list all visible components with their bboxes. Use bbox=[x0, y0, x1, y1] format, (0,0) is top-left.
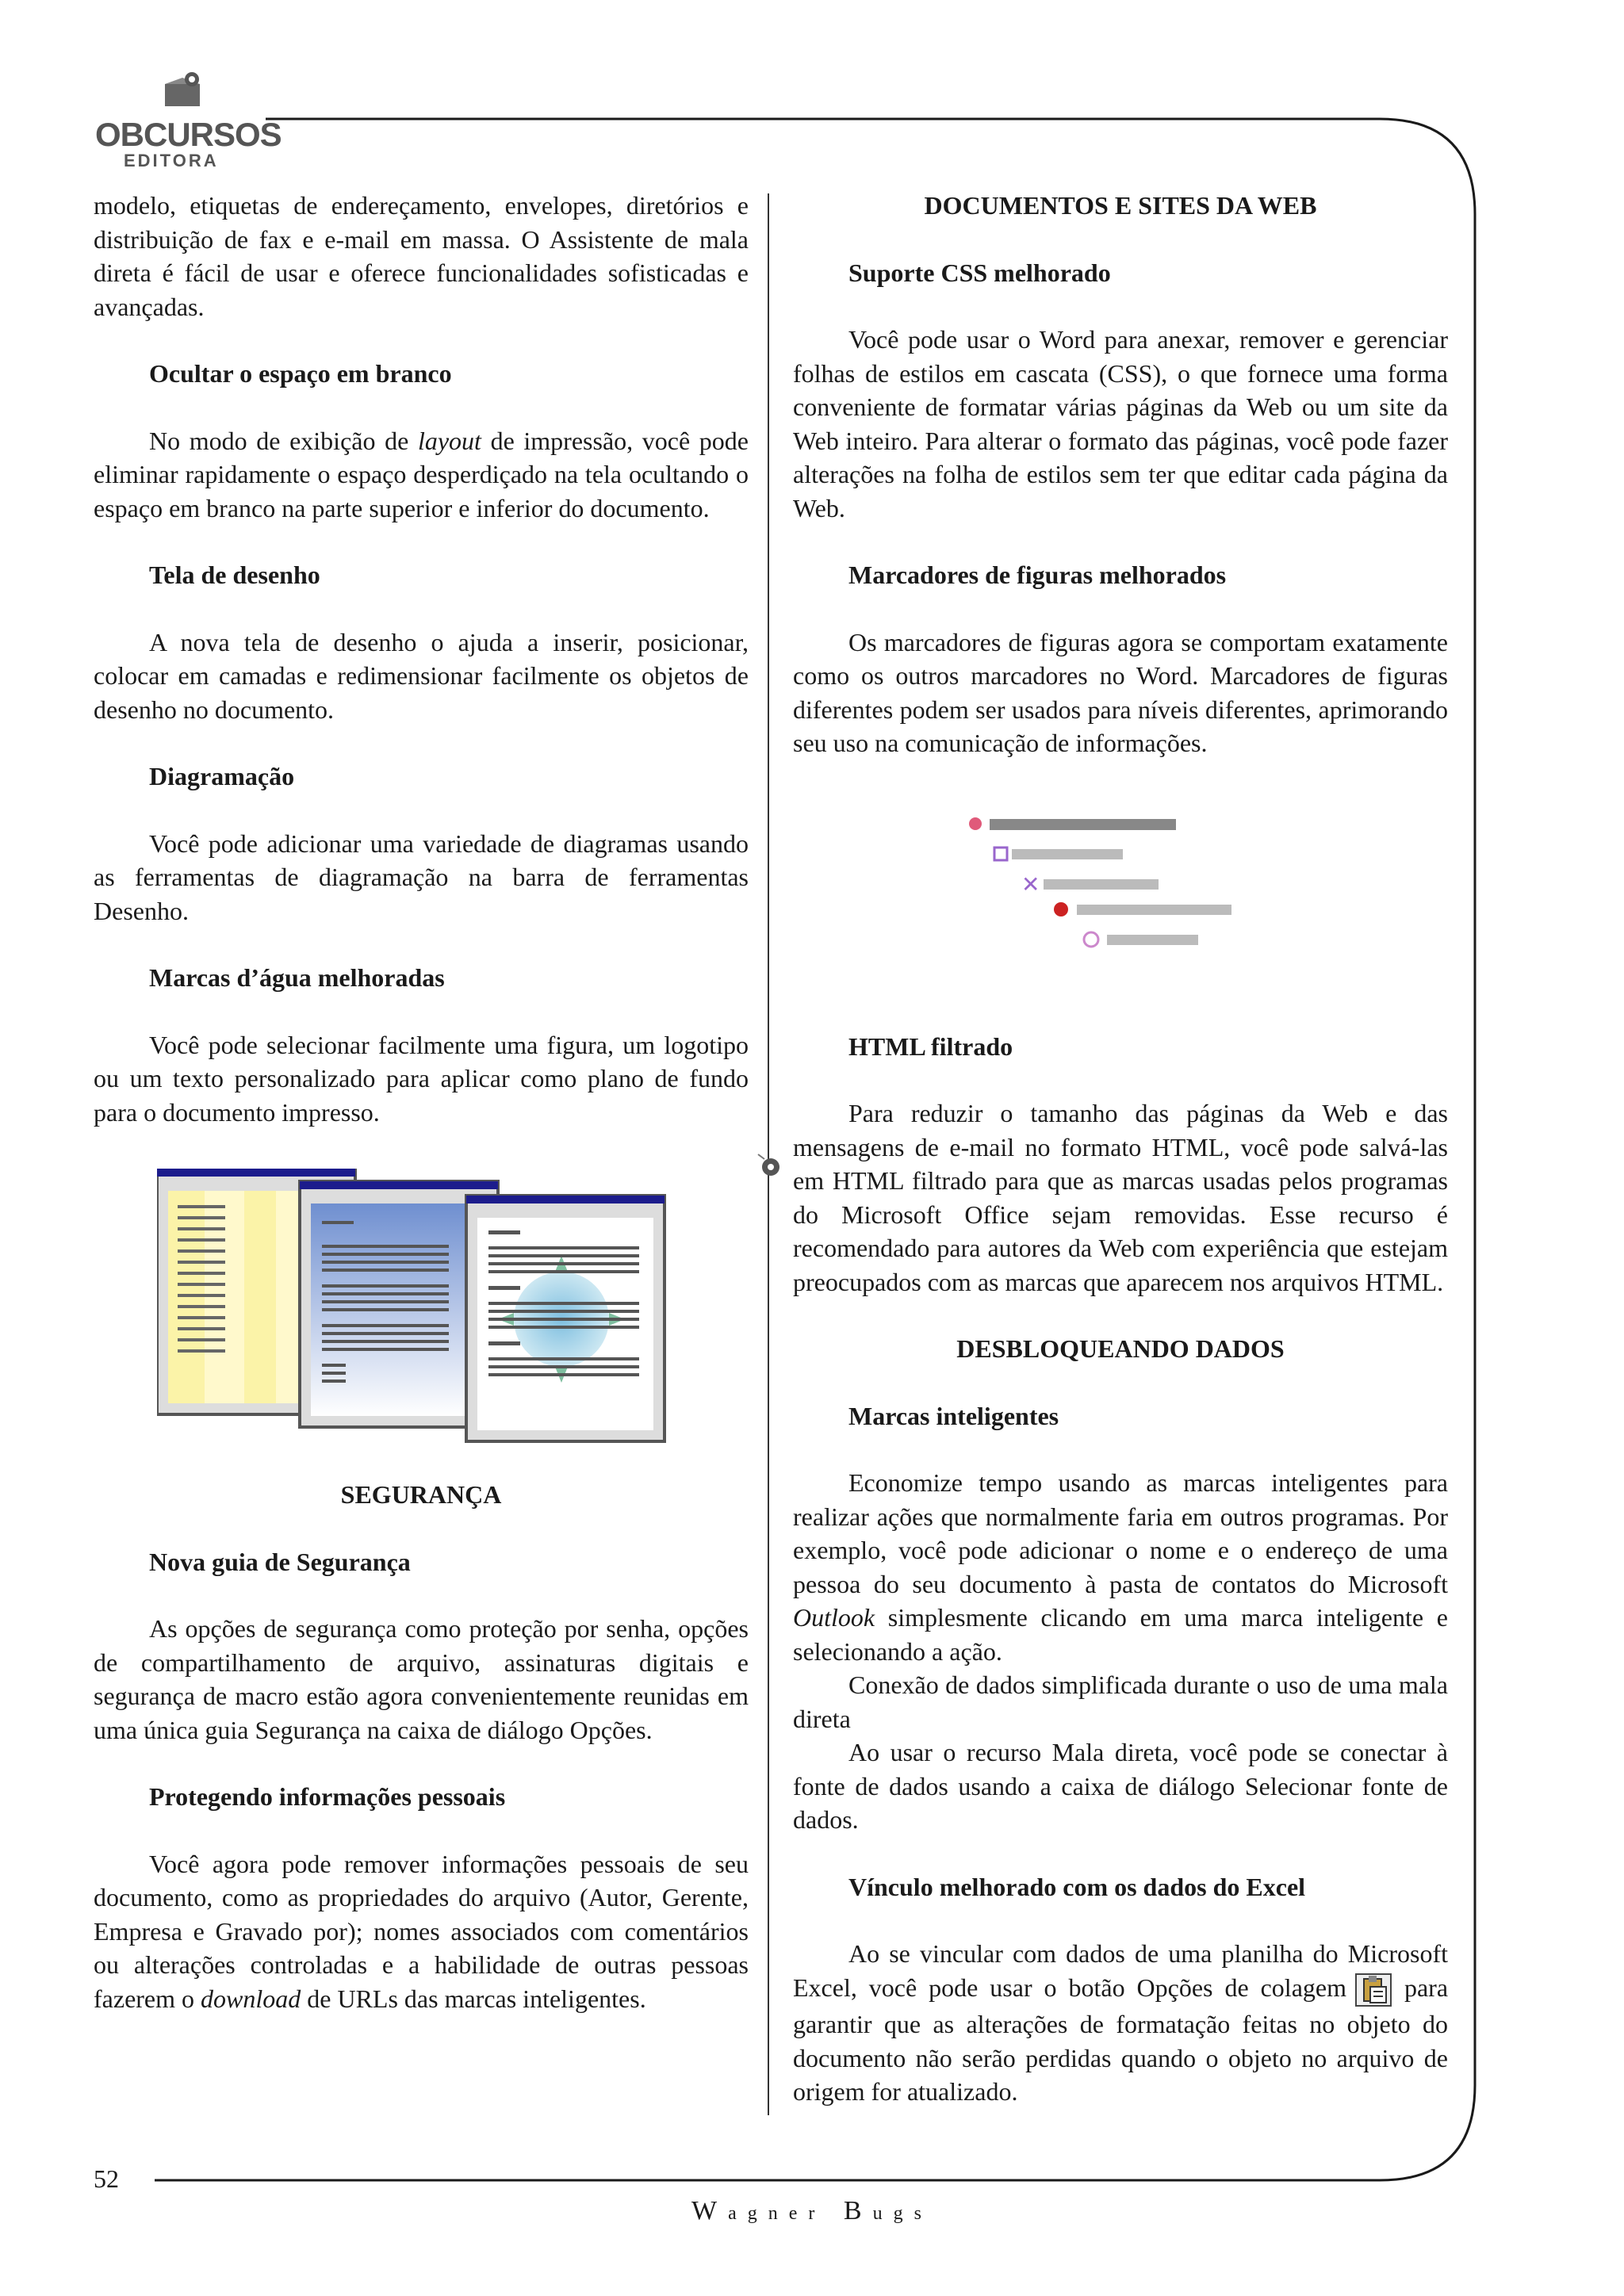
right-column bbox=[793, 189, 1448, 2109]
heading-protegendo: Protegendo informações pessoais bbox=[149, 1782, 506, 1811]
bullet-icon-3: ✕ bbox=[1021, 871, 1040, 897]
logo-text: OBCURSOS bbox=[95, 116, 282, 153]
heading-marcadores: Marcadores de figuras melhorados bbox=[848, 561, 1227, 589]
heading-diagramacao: Diagramação bbox=[149, 762, 295, 790]
paragraph-marcas-dagua: Você pode selecionar facilmente uma figura, um logotipo ou um texto personalizado para aplicar como plano de fundo para o documento impresso. bbox=[94, 1030, 749, 1127]
paragraph-tela: A nova tela de desenho o ajuda a inserir, posicionar, colocar em camadas e redimensionar facilmente os objetos de desenho no documento. bbox=[94, 627, 749, 724]
heading-ocultar: Ocultar o espaço em branco bbox=[149, 359, 452, 388]
heading-documentos-web: DOCUMENTOS E SITES DA WEB bbox=[924, 191, 1317, 220]
bullet-bar-4 bbox=[1077, 905, 1231, 915]
gear-icon bbox=[753, 1150, 785, 1181]
heading-marcas-inteligentes: Marcas inteligentes bbox=[848, 1401, 1059, 1430]
logo-subtitle: EDITORA bbox=[124, 151, 219, 170]
book-icon bbox=[151, 67, 214, 114]
author-name: Wagner Bugs bbox=[691, 2196, 933, 2225]
page-number: 52 bbox=[94, 2164, 119, 2193]
heading-desbloqueando: DESBLOQUEANDO DADOS bbox=[956, 1334, 1285, 1363]
heading-css: Suporte CSS melhorado bbox=[848, 258, 1111, 287]
bullet-icon-5 bbox=[1084, 932, 1098, 947]
bullets-illustration bbox=[793, 760, 1448, 1030]
heading-tela: Tela de desenho bbox=[149, 561, 320, 589]
heading-marcas-dagua: Marcas d’água melhoradas bbox=[149, 963, 445, 992]
heading-nova-guia: Nova guia de Segurança bbox=[149, 1547, 411, 1576]
left-column bbox=[94, 189, 749, 2015]
paragraph-vinculo-excel: Ao se vincular com dados de uma planilha do Microsoft Excel, você pode usar o botão Opções de colagem para garantir que as alterações de formatação feitas no objeto do documento não serão perdidas quando o objeto no arquivo de origem for atualizado. bbox=[793, 1939, 1449, 2107]
document-windows-image bbox=[157, 1169, 712, 1502]
bullet-bar-5 bbox=[1107, 935, 1198, 945]
paragraph-html-filtrado: Para reduzir o tamanho das páginas da Web e das mensagens de e-mail no formato HTML, você pode salvá-las em HTML filtrado para que as marcas usadas pelos programas do Microsoft Office sejam removidas. Esse recurso é recomendado para autores da Web com experiência que estejam preocupados com as marcas que aparecem nos arquivos HTML. bbox=[793, 1099, 1448, 1296]
bullet-icon-1 bbox=[969, 817, 982, 830]
paragraph-conexao: Conexão de dados simplificada durante o uso de uma mala direta bbox=[793, 1670, 1448, 1733]
bullet-icon-4 bbox=[1054, 902, 1068, 916]
paste-options-icon bbox=[1354, 1973, 1392, 2007]
publisher-logo bbox=[95, 67, 282, 170]
paragraph-ocultar: No modo de exibição de layout de impressão, você pode eliminar rapidamente o espaço desperdiçado na tela ocultando o espaço em branco na parte superior e inferior do documento. bbox=[94, 426, 749, 522]
paragraph-mala-direta: modelo, etiquetas de endereçamento, envelopes, diretórios e distribuição de fax e e-mail em massa. O Assistente de mala direta é fácil de usar e oferece funcionalidades sofisticadas e avançadas. bbox=[94, 191, 749, 321]
bullet-bar-3 bbox=[1044, 879, 1159, 890]
paragraph-protegendo: Você agora pode remover informações pessoais de seu documento, como as propriedades do arquivo (Autor, Gerente, Empresa e Gravado por); nomes associados com comentários ou alterações controladas e a habilidade de outras pessoas fazerem o download de URLs das marcas inteligentes. bbox=[94, 1849, 749, 2013]
bullet-bar-1 bbox=[990, 819, 1176, 830]
heading-seguranca: SEGURANÇA bbox=[340, 1480, 502, 1509]
heading-html-filtrado: HTML filtrado bbox=[848, 1031, 1013, 1061]
bullet-bar-2 bbox=[1012, 849, 1123, 859]
paragraph-marcas-inteligentes: Economize tempo usando as marcas inteligentes para realizar ações que normalmente faria em outros programas. Por exemplo, você pode adicionar o nome e o endereço de uma pessoa do seu documento à pasta de contatos do Microsoft Outlook simplesmente clicando em uma marca inteligente e selecionando a ação. bbox=[793, 1468, 1448, 1666]
paragraph-css: Você pode usar o Word para anexar, remover e gerenciar folhas de estilos em cascata (CSS), o que fornece uma forma conveniente de formatar várias páginas da Web ou um site da Web inteiro. Para alterar o formato das páginas, você pode fazer alterações na folha de estilos sem ter que editar cada página da Web. bbox=[793, 325, 1448, 522]
paragraph-marcadores: Os marcadores de figuras agora se comportam exatamente como os outros marcadores no Word. Marcadores de figuras diferentes podem ser usados para níveis diferentes, aprimorando seu uso na comunicação de informações. bbox=[793, 627, 1448, 757]
picture-bullets-image bbox=[967, 808, 1300, 982]
paragraph-nova-guia: As opções de segurança como proteção por senha, opções de compartilhamento de arquivo, assinaturas digitais e segurança de macro estão agora convenientemente reunidas em uma única guia Segurança na caixa de diálogo Opções. bbox=[94, 1614, 749, 1744]
paragraph-diagramacao: Você pode adicionar uma variedade de diagramas usando as ferramentas de diagramação na barra de ferramentas Desenho. bbox=[94, 828, 749, 925]
watermark-illustration bbox=[94, 1129, 749, 1478]
paragraph-usar-mala: Ao usar o recurso Mala direta, você pode se conectar à fonte de dados usando a caixa de diálogo Selecionar fonte de dados. bbox=[793, 1738, 1448, 1834]
heading-vinculo-excel: Vínculo melhorado com os dados do Excel bbox=[848, 1872, 1306, 1901]
bullet-icon-2 bbox=[994, 848, 1007, 860]
